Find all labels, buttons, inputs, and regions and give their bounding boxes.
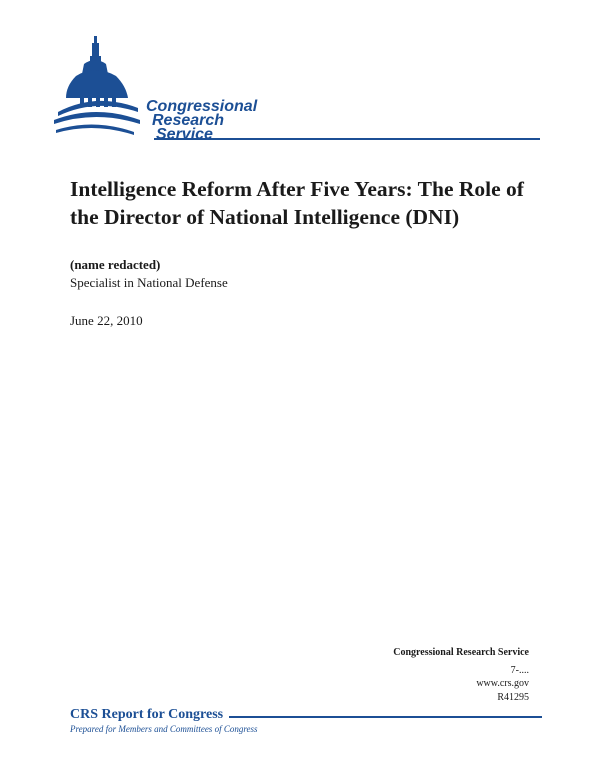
- capitol-dome-icon: [54, 34, 544, 146]
- author-role: Specialist in National Defense: [70, 275, 228, 290]
- author-name: (name redacted): [70, 257, 161, 272]
- report-title: Intelligence Reform After Five Years: The Role of the Director of National Intelligence (DNI): [70, 177, 524, 229]
- crs-logo: [54, 34, 544, 146]
- footer-divider: [229, 716, 542, 718]
- logo-line-research: Research: [152, 112, 225, 129]
- footer-title: CRS Report for Congress: [70, 707, 224, 722]
- crs-contact-block: [393, 646, 529, 704]
- footer-subtitle: Prepared for Members and Committees of Congress: [70, 724, 258, 734]
- crs-phone: 7-....: [510, 664, 529, 676]
- crs-logo-wordmark: [146, 100, 257, 142]
- crs-organization: Congressional Research Service: [393, 647, 529, 658]
- crs-website: www.crs.gov: [476, 678, 529, 689]
- logo-line-service: Service: [156, 126, 213, 143]
- logo-line-congressional: Congressional: [146, 98, 258, 115]
- report-number: R41295: [497, 691, 529, 703]
- report-date: June 22, 2010: [70, 313, 143, 328]
